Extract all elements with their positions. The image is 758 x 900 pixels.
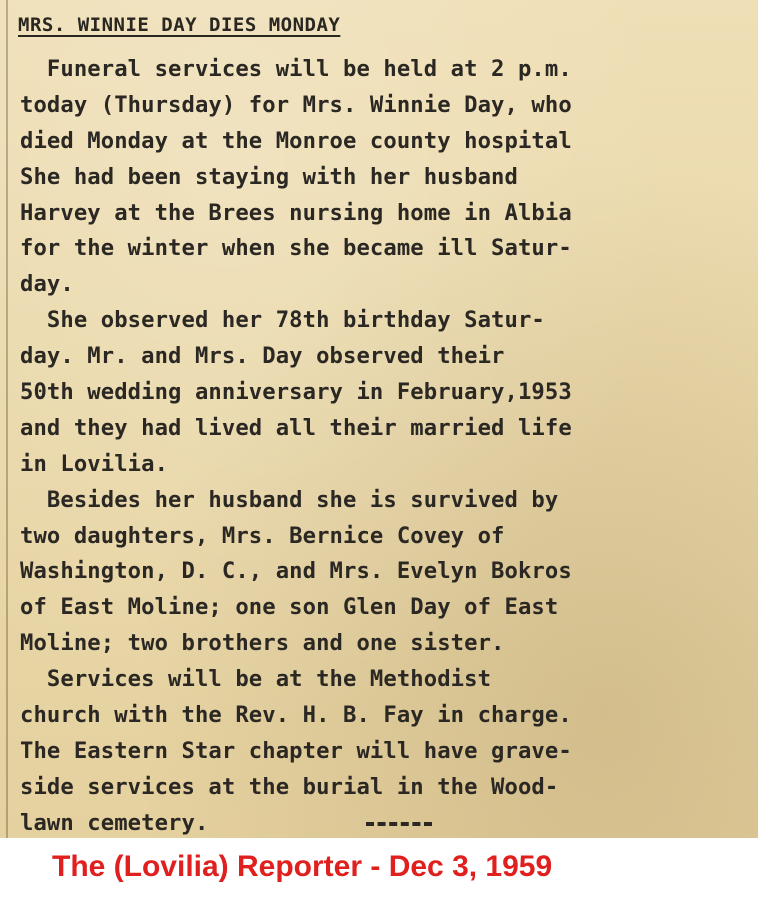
article-line: Besides her husband she is survived by <box>20 486 559 513</box>
headline: MRS. WINNIE DAY DIES MONDAY <box>18 14 341 36</box>
article-line: Funeral services will be held at 2 p.m. <box>20 56 572 82</box>
source-caption: The (Lovilia) Reporter - Dec 3, 1959 <box>52 850 553 883</box>
article-line: today (Thursday) for Mrs. Winnie Day, who <box>20 91 572 118</box>
article-line: and they had lived all their married life <box>20 414 572 441</box>
article-body <box>20 52 755 838</box>
end-of-article-mark <box>366 822 432 830</box>
article-line: She had been staying with her husband <box>20 163 518 190</box>
article-line: of East Moline; one son Glen Day of East <box>20 594 559 621</box>
article-line: lawn cemetery. <box>20 809 209 836</box>
article-line: church with the Rev. H. B. Fay in charge. <box>20 702 572 729</box>
article-line: Harvey at the Brees nursing home in Albia <box>20 199 572 226</box>
article-line: side services at the burial in the Wood- <box>20 773 559 800</box>
article-line: day. Mr. and Mrs. Day observed their <box>20 343 505 370</box>
article-line: The Eastern Star chapter will have grave- <box>20 737 572 764</box>
caption-bar <box>0 838 758 900</box>
article-line: Washington, D. C., and Mrs. Evelyn Bokros <box>20 558 572 585</box>
article-line: She observed her 78th birthday Satur- <box>20 307 545 334</box>
article-line: Moline; two brothers and one sister. <box>20 630 505 657</box>
article-line: day. <box>20 271 74 298</box>
article-line: died Monday at the Monroe county hospital <box>20 127 572 154</box>
article-line: for the winter when she became ill Satur- <box>20 235 572 262</box>
article-line: in Lovilia. <box>20 450 169 477</box>
clipping-edge <box>6 0 8 838</box>
article-line: 50th wedding anniversary in February,1953 <box>20 379 572 406</box>
article-line: two daughters, Mrs. Bernice Covey of <box>20 522 505 549</box>
article-line: Services will be at the Methodist <box>20 666 492 693</box>
